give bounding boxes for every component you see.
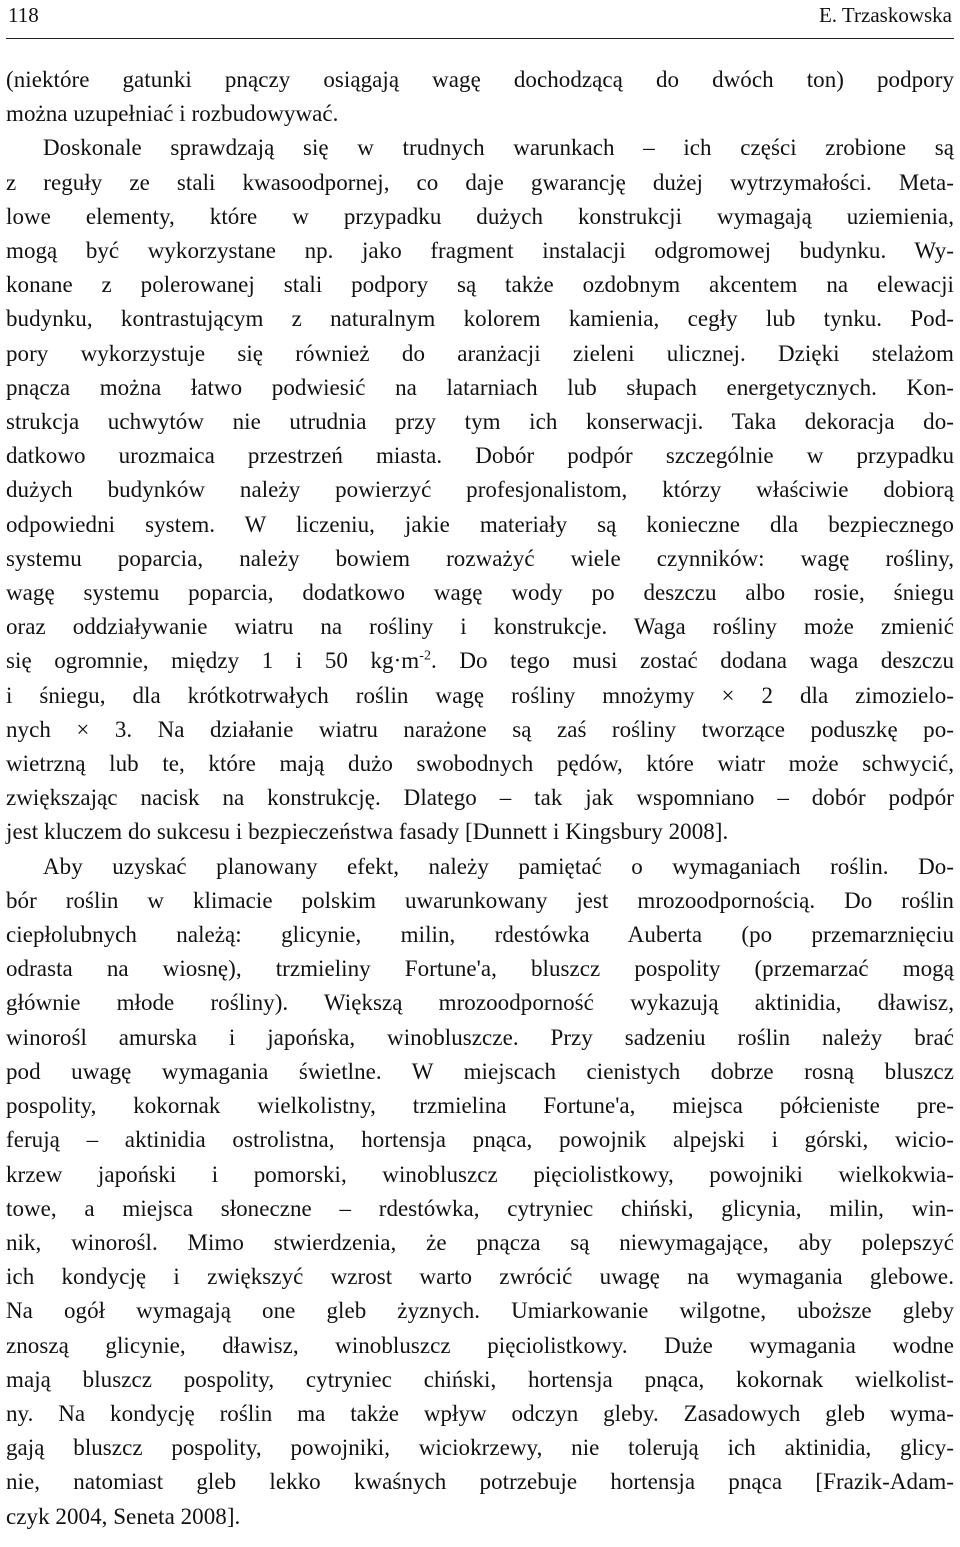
text-line: konane z polerowanej stali podpory są także ozdobnym akcentem na elewacji: [6, 272, 954, 298]
unit-exponent: -2: [419, 648, 431, 664]
text-line: mogą być wykorzystane np. jako fragment instalacji odgromowej budynku. Wy-: [6, 238, 954, 264]
text-line: pod uwagę wymagania świetlne. W miejscach cienistych dobrze rosną bluszcz: [6, 1058, 954, 1084]
unit-text-after: . Do tego musi zostać dodana waga deszczu: [431, 648, 954, 674]
text-line: ferują – aktinidia ostrolistna, hortensja pnąca, powojnik alpejski i górski, wicio-: [6, 1127, 954, 1153]
text-line: ich kondycję i zwiększyć wzrost warto zwrócić uwagę na wymagania glebowe.: [6, 1264, 954, 1290]
text-line: można uzupełniać i rozbudowywać.: [6, 101, 339, 127]
text-line: wietrzną lub te, które mają dużo swobodnych pędów, które wiatr może schwycić,: [6, 751, 954, 777]
text-line: oraz oddziaływanie wiatru na rośliny i konstrukcje. Waga rośliny może zmienić: [6, 614, 954, 640]
text-line: strukcja uchwytów nie utrudnia przy tym ich konserwacji. Taka dekoracja do-: [6, 409, 954, 435]
body-text: [6, 63, 954, 1534]
text-line: i śniegu, dla krótkotrwałych roślin wagę rośliny mnożymy × 2 dla zimozielo-: [6, 682, 954, 708]
text-line: z reguły ze stali kwasoodpornej, co daje gwarancję dużej wytrzymałości. Meta-: [6, 169, 954, 195]
text-line: budynku, kontrastującym z naturalnym kolorem kamienia, cegły lub tynku. Pod-: [6, 306, 954, 332]
text-line: jest kluczem do sukcesu i bezpieczeństwa fasady [Dunnett i Kingsbury 2008].: [6, 819, 729, 845]
text-line: datkowo urozmaica przestrzeń miasta. Dobór podpór szczególnie w przypadku: [6, 443, 954, 469]
text-line: mają bluszcz pospolity, cytryniec chiński, hortensja pnąca, kokornak wielkolist-: [6, 1366, 954, 1392]
paragraph-1: [6, 63, 954, 131]
text-line: lowe elementy, które w przypadku dużych konstrukcji wymagają uziemienia,: [6, 203, 954, 229]
text-line: pospolity, kokornak wielkolistny, trzmielina Fortune'a, miejsca półcieniste pre-: [6, 1093, 954, 1119]
text-line: głównie młode rośliny). Większą mrozoodporność wykazują aktinidia, dławisz,: [6, 990, 954, 1016]
text-line: gają bluszcz pospolity, powojniki, wiciokrzewy, nie tolerują ich aktinidia, glicy-: [6, 1435, 954, 1461]
page-number: 118: [8, 3, 39, 27]
text-line: bór roślin w klimacie polskim uwarunkowany jest mrozoodpornością. Do roślin: [6, 887, 954, 913]
running-author: E. Trzaskowska: [818, 3, 952, 27]
text-line: odpowiedni system. W liczeniu, jakie materiały są konieczne dla bezpiecznego: [6, 511, 954, 537]
text-line: czyk 2004, Seneta 2008].: [6, 1503, 241, 1529]
running-header: [6, 0, 954, 38]
text-line: odrasta na wiosnę), trzmieliny Fortune'a, bluszcz pospolity (przemarzać mogą: [6, 956, 954, 982]
unit-text-before: się ogromnie, między 1 i 50 kg·m: [6, 648, 420, 674]
text-line: znoszą glicynie, dławisz, winobluszcz pięciolistkowy. Duże wymagania wodne: [6, 1332, 954, 1358]
text-line: Na ogół wymagają one gleb żyznych. Umiarkowanie wilgotne, uboższe gleby: [6, 1298, 954, 1324]
text-line: Doskonale sprawdzają się w trudnych warunkach – ich części zrobione są: [43, 135, 954, 161]
header-rule: [6, 38, 954, 39]
text-line: krzew japoński i pomorski, winobluszcz pięciolistkowy, powojniki wielkokwia-: [6, 1161, 954, 1187]
text-line: Aby uzyskać planowany efekt, należy pamiętać o wymaganiach roślin. Do-: [43, 853, 954, 879]
text-line: nie, natomiast gleb lekko kwaśnych potrzebuje hortensja pnąca [Frazik-Adam-: [6, 1469, 954, 1495]
text-line: winorośl amurska i japońska, winobluszcze. Przy sadzeniu roślin należy brać: [6, 1024, 954, 1050]
text-line: nych × 3. Na działanie wiatru narażone są zaś rośliny tworzące poduszkę po-: [6, 716, 954, 742]
text-line: ciepłolubnych należą: glicynie, milin, rdestówka Auberta (po przemarznięciu: [6, 922, 954, 948]
text-line: pnącza można łatwo podwiesić na latarniach lub słupach energetycznych. Kon-: [6, 374, 954, 400]
text-line: systemu poparcia, należy bowiem rozważyć wiele czynników: wagę rośliny,: [6, 545, 954, 571]
paragraph-2: [6, 131, 954, 849]
text-line: pory wykorzystuje się również do aranżacji zieleni ulicznej. Dzięki stelażom: [6, 340, 954, 366]
text-line-with-unit: [6, 644, 954, 678]
text-line: wagę systemu poparcia, dodatkowo wagę wody po deszczu albo rosie, śniegu: [6, 580, 954, 606]
text-line: dużych budynków należy powierzyć profesjonalistom, którzy właściwie dobiorą: [6, 477, 954, 503]
text-line: nik, winorośl. Mimo stwierdzenia, że pnącza są niewymagające, aby polepszyć: [6, 1229, 954, 1255]
text-line: ny. Na kondycję roślin ma także wpływ odczyn gleby. Zasadowych gleb wyma-: [6, 1400, 954, 1426]
paragraph-3: [6, 850, 954, 1534]
text-line: zwiększając nacisk na konstrukcję. Dlatego – tak jak wspomniano – dobór podpór: [6, 785, 954, 811]
text-line: (niektóre gatunki pnączy osiągają wagę dochodzącą do dwóch ton) podpory: [6, 67, 954, 92]
text-line: towe, a miejsca słoneczne – rdestówka, cytryniec chiński, glicynia, milin, win-: [6, 1195, 954, 1221]
